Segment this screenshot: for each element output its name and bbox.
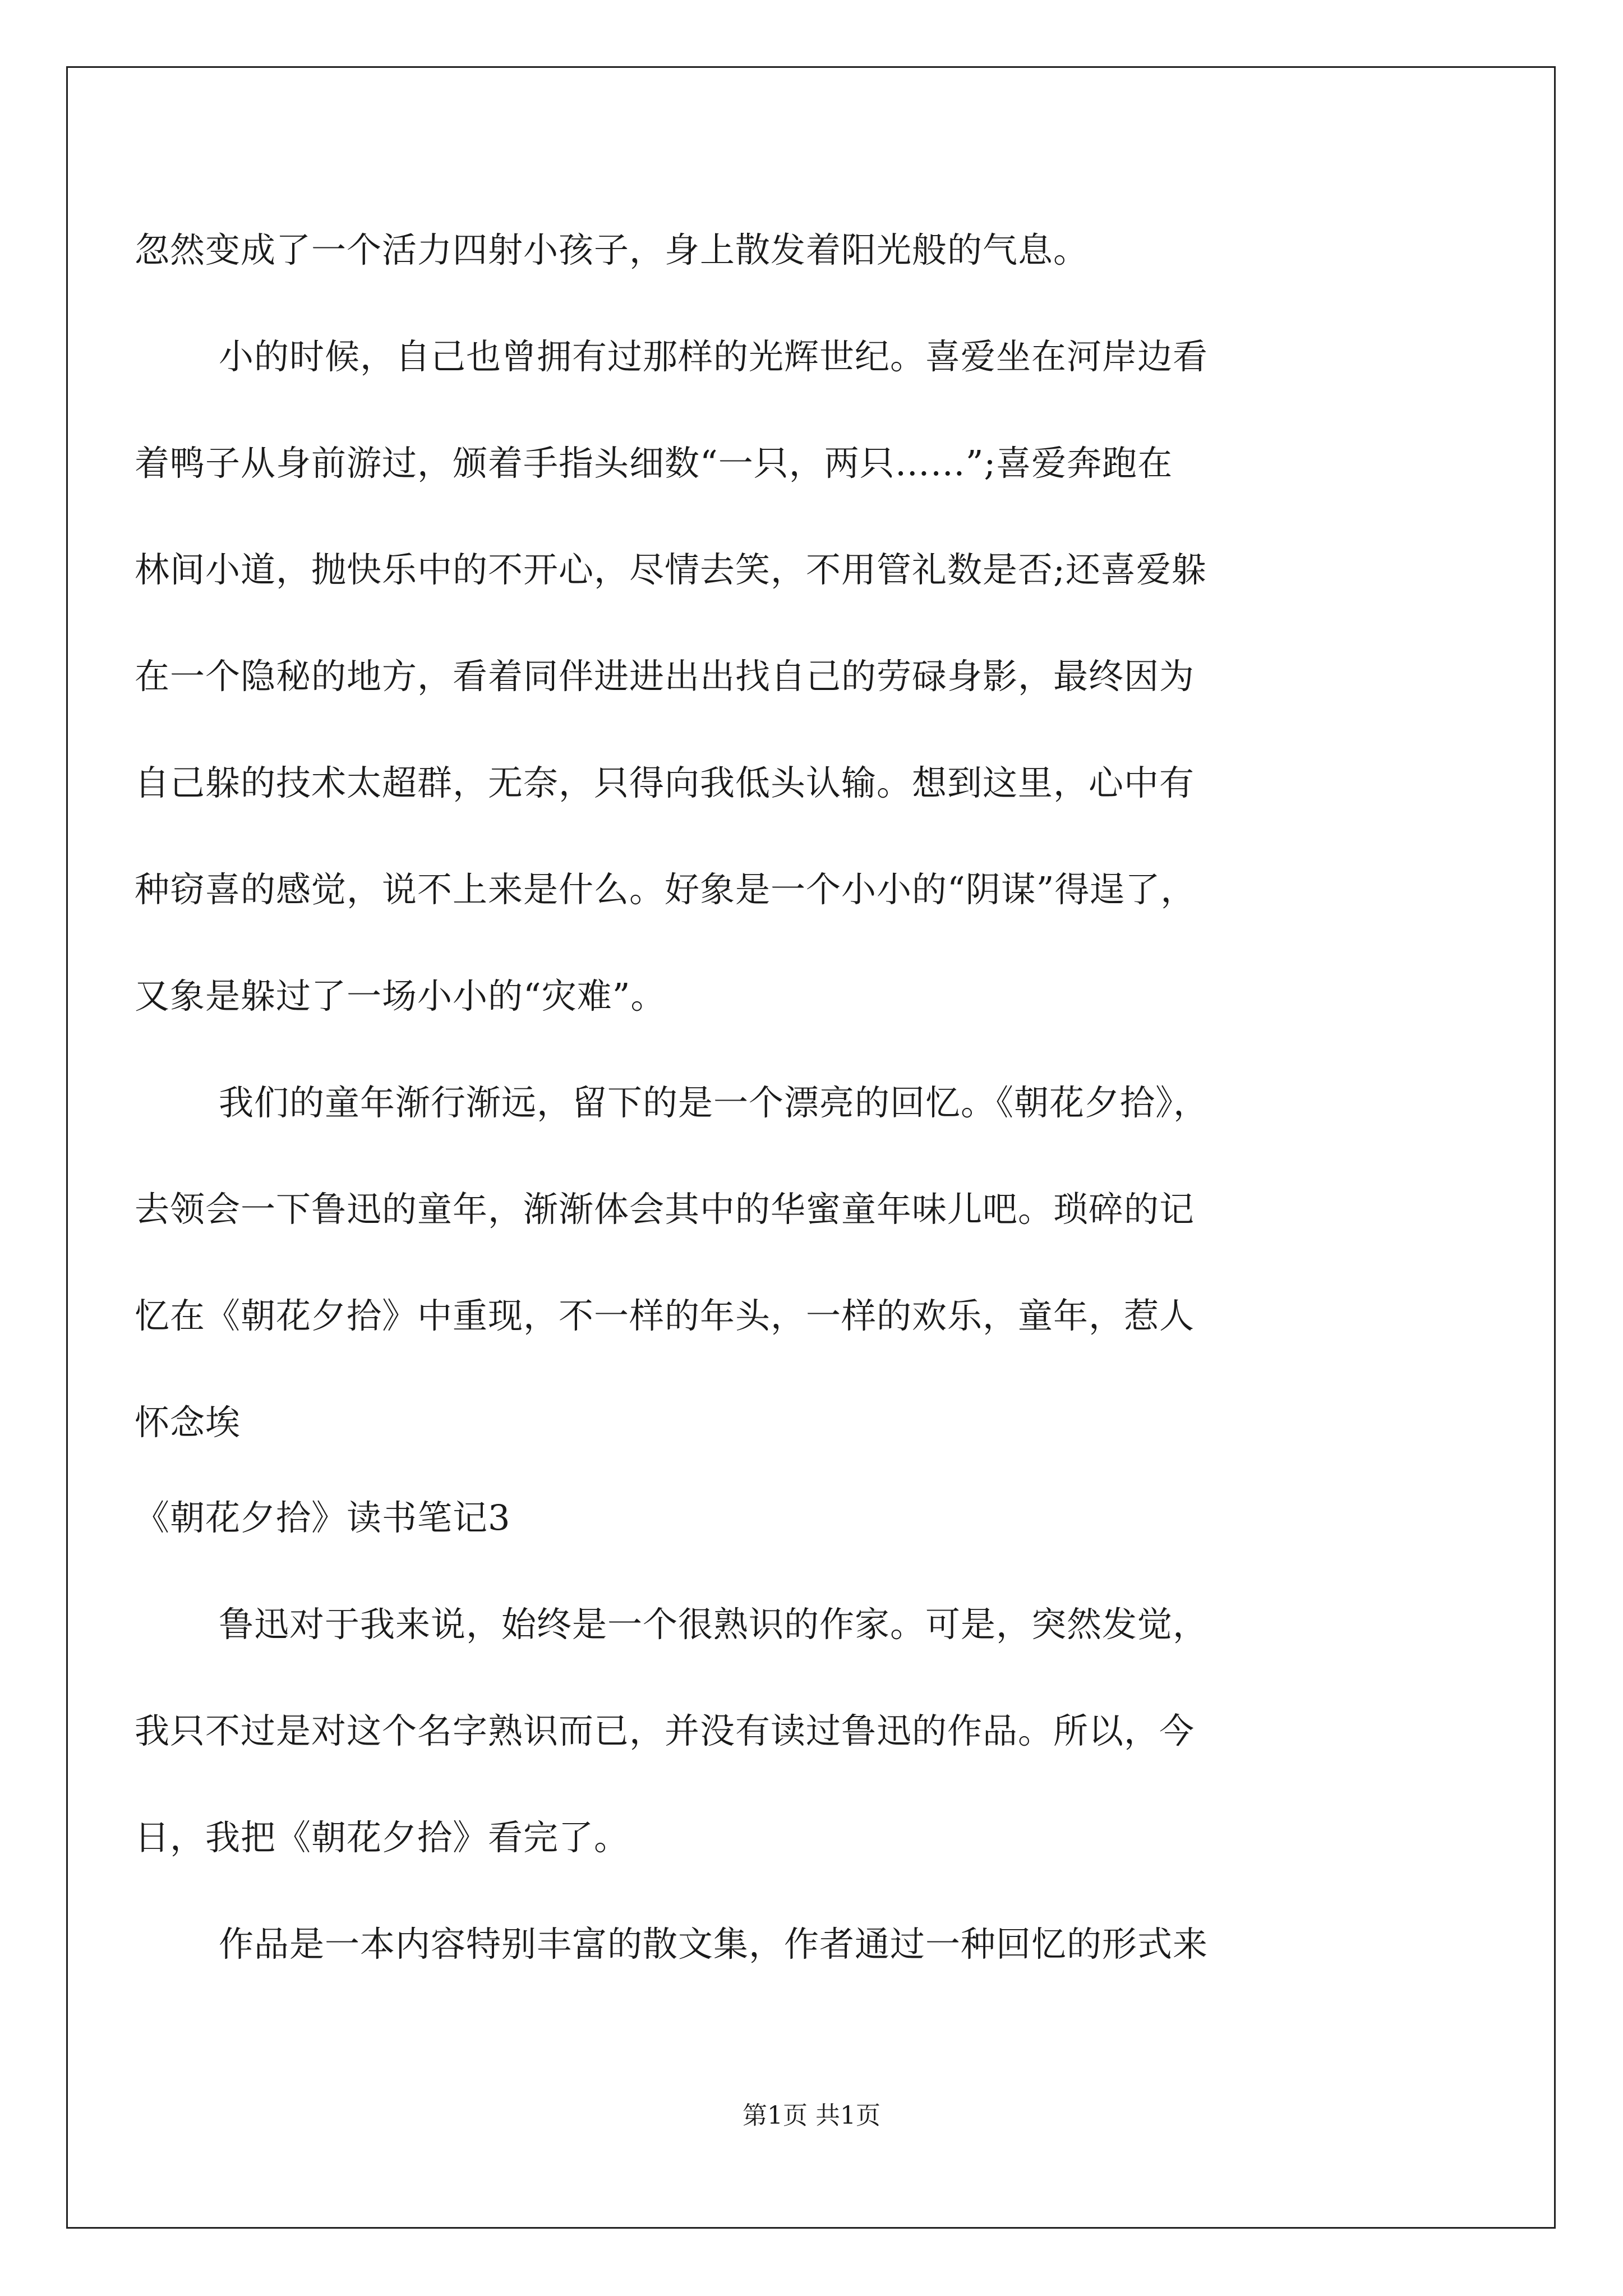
text-line-1: 忽然变成了一个活力四射小孩子，身上散发着阳光般的气息。 <box>135 229 1089 270</box>
text-line-12: 怀念埃 <box>135 1402 241 1443</box>
text-line-4: 林间小道，抛快乐中的不开心，尽情去笑，不用管礼数是否;还喜爱躲 <box>135 549 1207 590</box>
text-line-16: 作品是一本内容特别丰富的散文集，作者通过一种回忆的形式来 <box>219 1924 1209 1964</box>
text-line-13: 鲁迅对于我来说，始终是一个很熟识的作家。可是，突然发觉， <box>219 1604 1209 1645</box>
text-line-7: 种窃喜的感觉，说不上来是什么。好象是一个小小的“阴谋”得逞了， <box>135 869 1196 910</box>
text-line-11: 忆在《朝花夕拾》中重现，不一样的年头，一样的欢乐，童年，惹人 <box>135 1295 1195 1336</box>
text-line-10: 去领会一下鲁迅的童年，渐渐体会其中的华蜜童年味儿吧。琐碎的记 <box>135 1189 1195 1230</box>
text-line-8: 又象是躲过了一场小小的“灾难”。 <box>135 976 666 1016</box>
page-footer: 第1页 共1页 <box>743 2101 880 2130</box>
text-line-6: 自己躲的技术太超群，无奈，只得向我低头认输。想到这里，心中有 <box>135 762 1195 803</box>
section-heading: 《朝花夕拾》读书笔记3 <box>135 1497 511 1538</box>
text-line-2: 小的时候，自己也曾拥有过那样的光辉世纪。喜爱坐在河岸边看 <box>219 336 1209 377</box>
text-line-5: 在一个隐秘的地方，看着同伴进进出出找自己的劳碌身影，最终因为 <box>135 656 1195 697</box>
text-line-14: 我只不过是对这个名字熟识而已，并没有读过鲁迅的作品。所以，今 <box>135 1710 1195 1751</box>
page-border <box>66 66 1556 2229</box>
text-line-3: 着鸭子从身前游过，颁着手指头细数“一只，两只……”;喜爱奔跑在 <box>135 443 1173 484</box>
text-line-9: 我们的童年渐行渐远，留下的是一个漂亮的回忆。《朝花夕拾》， <box>219 1082 1209 1123</box>
text-line-15: 日，我把《朝花夕拾》看完了。 <box>135 1817 630 1858</box>
